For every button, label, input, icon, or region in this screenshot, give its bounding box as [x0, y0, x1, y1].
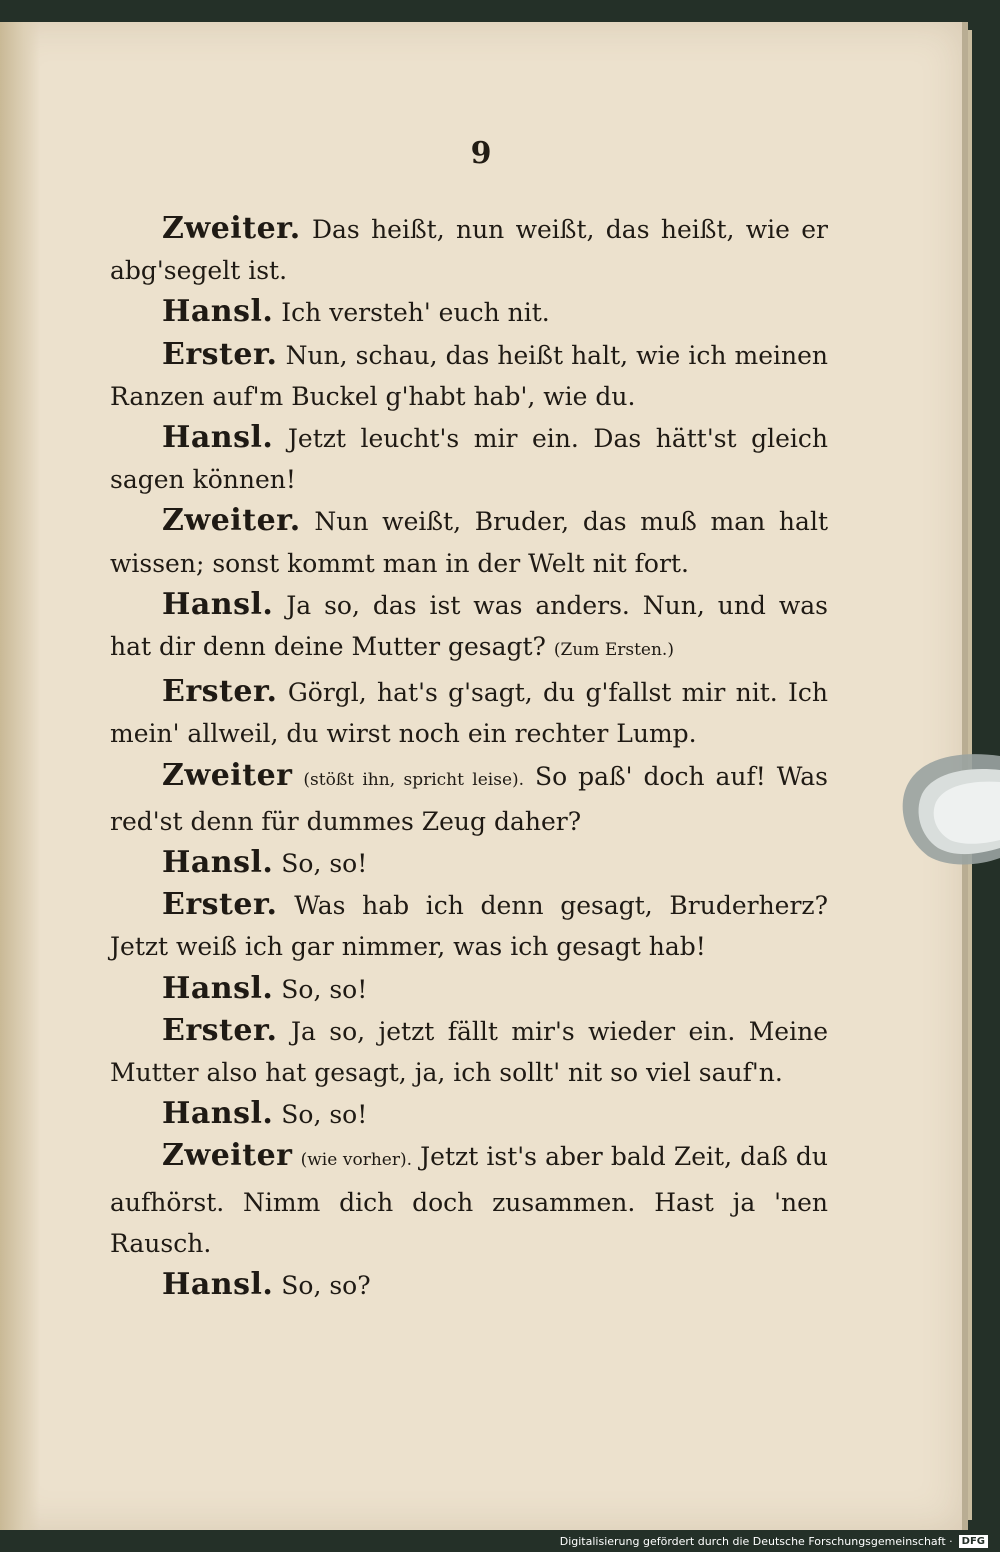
line-text: So, so!: [281, 974, 368, 1004]
line-text: So, so!: [281, 849, 368, 879]
speaker-name: Hansl.: [162, 1096, 274, 1132]
line-text: Jetzt leucht's mir ein. Das hätt'st gleich sagen können!: [110, 424, 829, 495]
speaker-name: Hansl.: [162, 970, 274, 1006]
speaker-name: Zweiter.: [162, 211, 301, 246]
book-gutter: [0, 22, 40, 1530]
speaker-name: Hansl.: [162, 1267, 274, 1303]
speaker-name: Hansl.: [162, 420, 274, 456]
book-page: [0, 22, 968, 1530]
line-text: So, so?: [281, 1271, 371, 1301]
digitization-footer: [560, 1532, 988, 1550]
dialogue-line: [110, 884, 828, 967]
stage-direction: (Zum Ersten.): [553, 640, 674, 661]
stage-direction: (stößt ihn, spricht leise).: [303, 769, 525, 790]
dfg-logo: DFG: [959, 1535, 988, 1548]
page-number: 9: [470, 136, 492, 171]
speaker-name: Erster.: [162, 887, 278, 923]
dialogue-line: [110, 755, 828, 842]
line-text: Nun, schau, das heißt halt, wie ich meinen Ranzen auf'm Buckel g'habt hab', wie du.: [110, 340, 829, 411]
dialogue-line: [110, 1010, 828, 1093]
line-text: Ich versteh' euch nit.: [281, 298, 550, 328]
dialogue-line: [110, 208, 828, 291]
dialogue-line: [110, 1093, 828, 1135]
dialogue-line: [110, 968, 828, 1010]
speaker-name: Zweiter: [162, 1138, 293, 1174]
dialogue-line: [110, 334, 828, 417]
dialogue-line: [110, 1135, 828, 1264]
dialogue-text: [110, 208, 828, 1306]
line-text: So, so!: [281, 1100, 368, 1130]
dialogue-line: [110, 500, 828, 583]
page-clip-icon: [898, 748, 1000, 870]
speaker-name: Hansl.: [162, 294, 274, 330]
speaker-name: Zweiter.: [162, 503, 301, 539]
line-text: Das heißt, nun weißt, das heißt, wie er abg'segelt ist.: [110, 215, 828, 286]
footer-credit: Digitalisierung gefördert durch die Deutsche Forschungsgemeinschaft ·: [559, 1534, 953, 1548]
dialogue-line: [110, 842, 828, 884]
line-text: Was hab ich denn gesagt, Bruderherz? Jetzt weiß ich gar nimmer, was ich gesagt hab!: [110, 891, 828, 962]
dialogue-line: [110, 1264, 828, 1306]
speaker-name: Erster.: [162, 674, 278, 710]
line-text: Jetzt ist's aber bald Zeit, daß du aufhörst. Nimm dich doch zusammen. Hast ja 'nen Rausch.: [110, 1142, 829, 1258]
speaker-name: Zweiter: [162, 757, 293, 793]
line-text: Ja so, das ist was anders. Nun, und was hat dir denn deine Mutter gesagt?: [110, 590, 828, 662]
dialogue-line: [110, 584, 828, 671]
line-text: Nun weißt, Bruder, das muß man halt wissen; sonst kommt man in der Welt nit fort.: [110, 507, 828, 578]
speaker-name: Hansl.: [162, 586, 274, 622]
speaker-name: Erster.: [162, 1012, 278, 1048]
dialogue-line: [110, 671, 828, 754]
line-text: Ja so, jetzt fällt mir's wieder ein. Meine Mutter also hat gesagt, ja, ich sollt' nit so viel sauf'n.: [110, 1016, 828, 1088]
speaker-name: Hansl.: [162, 845, 274, 881]
dialogue-line: [110, 417, 828, 500]
line-text: Görgl, hat's g'sagt, du g'fallst mir nit. Ich mein' allweil, du wirst noch ein rechter Lump.: [110, 678, 828, 749]
dialogue-line: [110, 291, 828, 333]
speaker-name: Erster.: [162, 336, 278, 372]
stage-direction: (wie vorher).: [300, 1150, 413, 1171]
line-text: So paß' doch auf! Was red'st denn für dummes Zeug daher?: [110, 761, 828, 836]
